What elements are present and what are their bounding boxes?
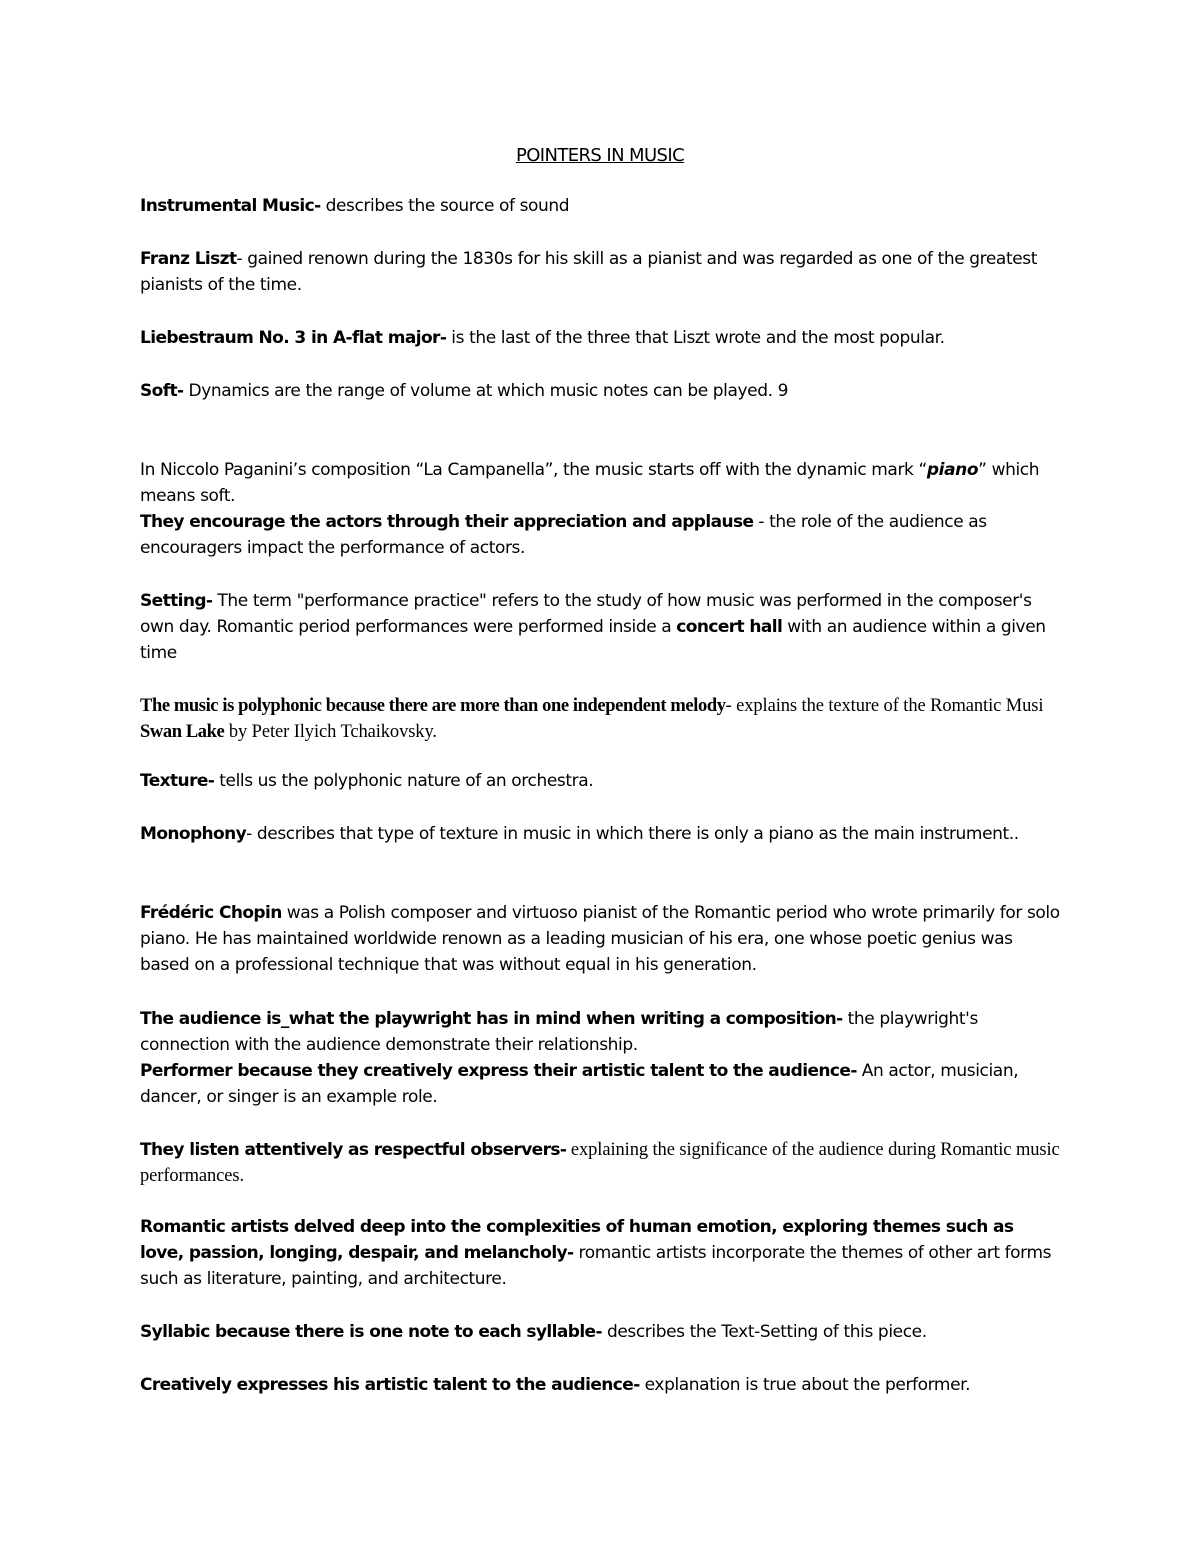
entry-term: The music is polyphonic because there are more than one independent melody [140,696,726,716]
entry-text: romantic artists incorporate the themes of other art forms such as literature, painting, and architecture. [140,1243,1052,1289]
entry-text: describes the Text-Setting of this piece. [601,1322,927,1342]
entry-text: explaining the significance of the audience during Romantic music performances. [140,1140,1060,1186]
entry-term: Performer because they creatively express their artistic talent to the audience- [140,1061,857,1081]
entry-audience-playwright [140,1006,1060,1058]
entry-term: Syllabic because there is one note to each syllable- [140,1322,602,1342]
entry-term: Frédéric Chopin [140,903,282,923]
entry-text: describes the source of sound [320,196,570,216]
entry-term: Romantic artists delved deep into the complexities of human emotion, exploring themes such as love, passion, longing, despair, and melancholy- [140,1217,1014,1263]
entry-text: Dynamics are the range of volume at which music notes can be played. 9 [183,381,789,401]
entry-text: with an audience within a given time [140,617,1046,663]
entry-term: Creatively expresses his artistic talent to the audience- [140,1375,640,1395]
entry-term: They encourage the actors through their appreciation and applause [140,512,754,532]
entry-encourage-actors [140,509,1060,561]
entry-performer [140,1058,1060,1110]
entry-term: Setting- [140,591,213,611]
entry-text: - explains the texture of the Romantic Musi [725,696,1044,716]
entry-romantic-artists [140,1214,1060,1292]
entry-text: - gained renown during the 1830s for his skill as a pianist and was regarded as one of the greatest pianists of the time. [140,249,1037,295]
entry-term-inline: Swan Lake [140,722,225,742]
entry-term: Texture- [140,771,215,791]
entry-instrumental-music [140,193,1060,219]
entry-franz-liszt [140,246,1060,298]
entry-text: The term "performance practice" refers to the study of how music was performed in the composer's own day. Romantic period performances were performed inside a [140,591,1032,637]
entry-liebestraum [140,325,1060,351]
entry-text: was a Polish composer and virtuoso pianist of the Romantic period who wrote primarily for solo piano. He has maintained worldwide renown as a leading musician of his era, one whose poetic genius was based on a professional technique that was without equal in his generation. [140,903,1060,975]
entry-term: Monophony [140,824,247,844]
entry-term: Instrumental Music- [140,196,321,216]
entry-text: - describes that type of texture in music in which there is only a piano as the main instrument.. [246,824,1019,844]
entry-setting [140,588,1060,666]
entry-polyphonic [140,693,1060,745]
entry-text: by Peter Ilyich Tchaikovsky. [224,722,437,742]
entry-text: the playwright's connection with the audience demonstrate their relationship. [140,1009,978,1055]
entry-texture [140,768,1060,794]
entry-term: Liebestraum No. 3 in A-flat major- [140,328,447,348]
entry-term: Franz Liszt [140,249,237,269]
entry-term: Soft- [140,381,184,401]
entry-text: In Niccolo Paganini’s composition “La Campanella”, the music starts off with the dynamic mark “ [140,460,927,480]
entry-emphasis: piano [926,460,979,480]
entry-term: The audience is_what the playwright has in mind when writing a composition- [140,1009,843,1029]
entry-text: is the last of the three that Liszt wrote and the most popular. [446,328,945,348]
entry-syllabic [140,1319,1060,1345]
entry-monophony [140,821,1060,847]
page-title: POINTERS IN MUSIC [515,145,685,166]
entry-text: An actor, musician, dancer, or singer is an example role. [140,1061,1019,1107]
entry-text: ” which means soft. [140,460,1040,506]
entry-text: tells us the polyphonic nature of an orchestra. [214,771,594,791]
entry-term-inline: concert hall [676,617,783,637]
entry-creatively-expresses [140,1372,1060,1398]
entry-soft [140,378,1060,404]
entry-text: explanation is true about the performer. [639,1375,971,1395]
entry-text: - the role of the audience as encouragers impact the performance of actors. [140,512,987,558]
entry-la-campanella [140,457,1060,509]
entry-listen-attentively [140,1137,1060,1189]
entry-term: They listen attentively as respectful observers- [140,1140,567,1160]
entry-chopin [140,900,1060,978]
